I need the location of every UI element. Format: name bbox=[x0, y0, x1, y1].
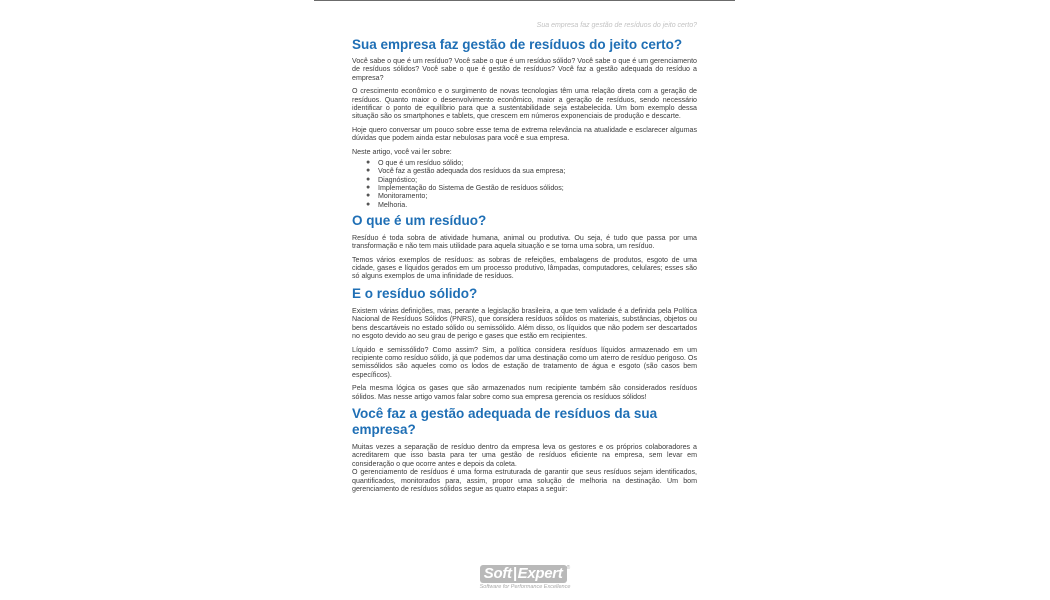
bullet-icon: ● bbox=[366, 167, 371, 175]
logo-separator: | bbox=[512, 565, 517, 582]
section1-paragraph-1: Resíduo é toda sobra de atividade humana, animal ou produtiva. Ou seja, é tudo que passa por uma transformação e não tem mais utilidade para aquela situação e se torna uma sobra, um resíduo. bbox=[352, 233, 697, 251]
bullet-icon: ● bbox=[366, 159, 371, 167]
topics-list bbox=[352, 159, 697, 209]
logo-wordmark: Soft|Expert bbox=[480, 565, 567, 583]
list-item: ● Melhoria. bbox=[366, 200, 408, 209]
section3-paragraph-2: O gerenciamento de resíduos é uma forma estruturada de garantir que seus resíduos sejam identificados, quantificados, monitorados para, assim, propor uma solução de melhoria na destinação. Um bom gerenciamento de resíduos sólidos segue as quatro etapas a seguir: bbox=[352, 468, 697, 493]
list-item: ● Diagnóstico; bbox=[366, 175, 418, 184]
bullet-icon: ● bbox=[366, 183, 371, 191]
running-header: Sua empresa faz gestão de resíduos do jeito certo? bbox=[536, 22, 697, 29]
section2-paragraph-1: Existem várias definições, mas, perante a legislação brasileira, a que tem validade é a definida pela Política Nacional de Resíduos Sólidos (PNRS), que considera resíduos sólidos os materiais, substâncias, objetos ou bens descartáveis no estado sólido ou semissólido. Além disso, os líquidos que não podem ser descartados no esgoto devido ao seu grau de perigo e gases que estão em recipientes. bbox=[352, 306, 697, 341]
section-heading-residuo: O que é um resíduo? bbox=[352, 212, 487, 228]
intro-paragraph-1: Você sabe o que é um resíduo? Você sabe o que é um resíduo sólido? Você sabe o que é um gerenciamento de resíduos sólidos? Você sabe o que é gestão de resíduos? Você faz a gestão adequada do resíduo a empresa? bbox=[352, 57, 697, 82]
logo-tagline: Software for Performance Excellence bbox=[479, 584, 571, 590]
list-item: ● Você faz a gestão adequada dos resíduos da sua empresa; bbox=[366, 167, 566, 176]
intro-paragraph-4: Neste artigo, você vai ler sobre: bbox=[352, 147, 452, 156]
registered-mark: ® bbox=[566, 565, 571, 571]
list-item: ● Monitoramento; bbox=[366, 192, 428, 201]
bullet-icon: ● bbox=[366, 192, 371, 200]
section2-paragraph-3: Pela mesma lógica os gases que são armazenados num recipiente também são considerados resíduos sólidos. Mas nesse artigo vamos falar sobre como sua empresa gerencia os resíduos sólidos! bbox=[352, 384, 697, 401]
list-item: ● Implementação do Sistema de Gestão de resíduos sólidos; bbox=[366, 183, 564, 192]
document-page bbox=[352, 16, 697, 498]
section-heading-residuo-solido: E o resíduo sólido? bbox=[352, 285, 478, 301]
softexpert-logo bbox=[471, 565, 579, 595]
page-top-border bbox=[314, 0, 735, 1]
intro-paragraph-3: Hoje quero conversar um pouco sobre esse tema de extrema relevância na atualidade e esclarecer algumas dúvidas que podem ainda estar nebulosas para você e sua empresa. bbox=[352, 125, 697, 143]
document-title: Sua empresa faz gestão de resíduos do jeito certo? bbox=[352, 37, 683, 52]
section3-paragraph-1: Muitas vezes a separação de resíduo dentro da empresa leva os gestores e os próprios colaboradores a acreditarem que isso basta para ter uma gestão de resíduos eficiente na empresa, sem levar em consideração o que ocorre antes e depois da coleta. bbox=[352, 442, 697, 468]
section2-paragraph-2: Líquido e semissólido? Como assim? Sim, a política considera resíduos líquidos armazenado em um recipiente como resíduo sólido, já que podemos dar uma destinação como um aterro de resíduo perigoso. Os semissólidos são aqueles como os lodos de estação de tratamento de água e esgoto (são casos bem específicos). bbox=[352, 345, 697, 379]
intro-paragraph-2: O crescimento econômico e o surgimento de novas tecnologias têm uma relação direta com a geração de resíduos. Quanto maior o desenvolvimento econômico, maior a geração de resíduos, sendo necessário identificar o ponto de equilíbrio para que a sustentabilidade seja estabelecida. Um bom exemplo dessa situação são os smartphones e tablets, que crescem em números exponenciais de produção e descarte. bbox=[352, 87, 697, 121]
bullet-icon: ● bbox=[366, 175, 371, 183]
section1-paragraph-2: Temos vários exemplos de resíduos: as sobras de refeições, embalagens de produtos, esgoto de uma cidade, gases e líquidos gerados em um processo produtivo, lâmpadas, computadores, celulares; esses são só alguns exemplos de uma infinidade de resíduos. bbox=[352, 255, 697, 281]
list-item: ● O que é um resíduo sólido; bbox=[366, 159, 464, 168]
section-heading-gestao: Você faz a gestão adequada de resíduos da sua empresa? bbox=[352, 405, 658, 437]
bullet-icon: ● bbox=[366, 200, 371, 208]
